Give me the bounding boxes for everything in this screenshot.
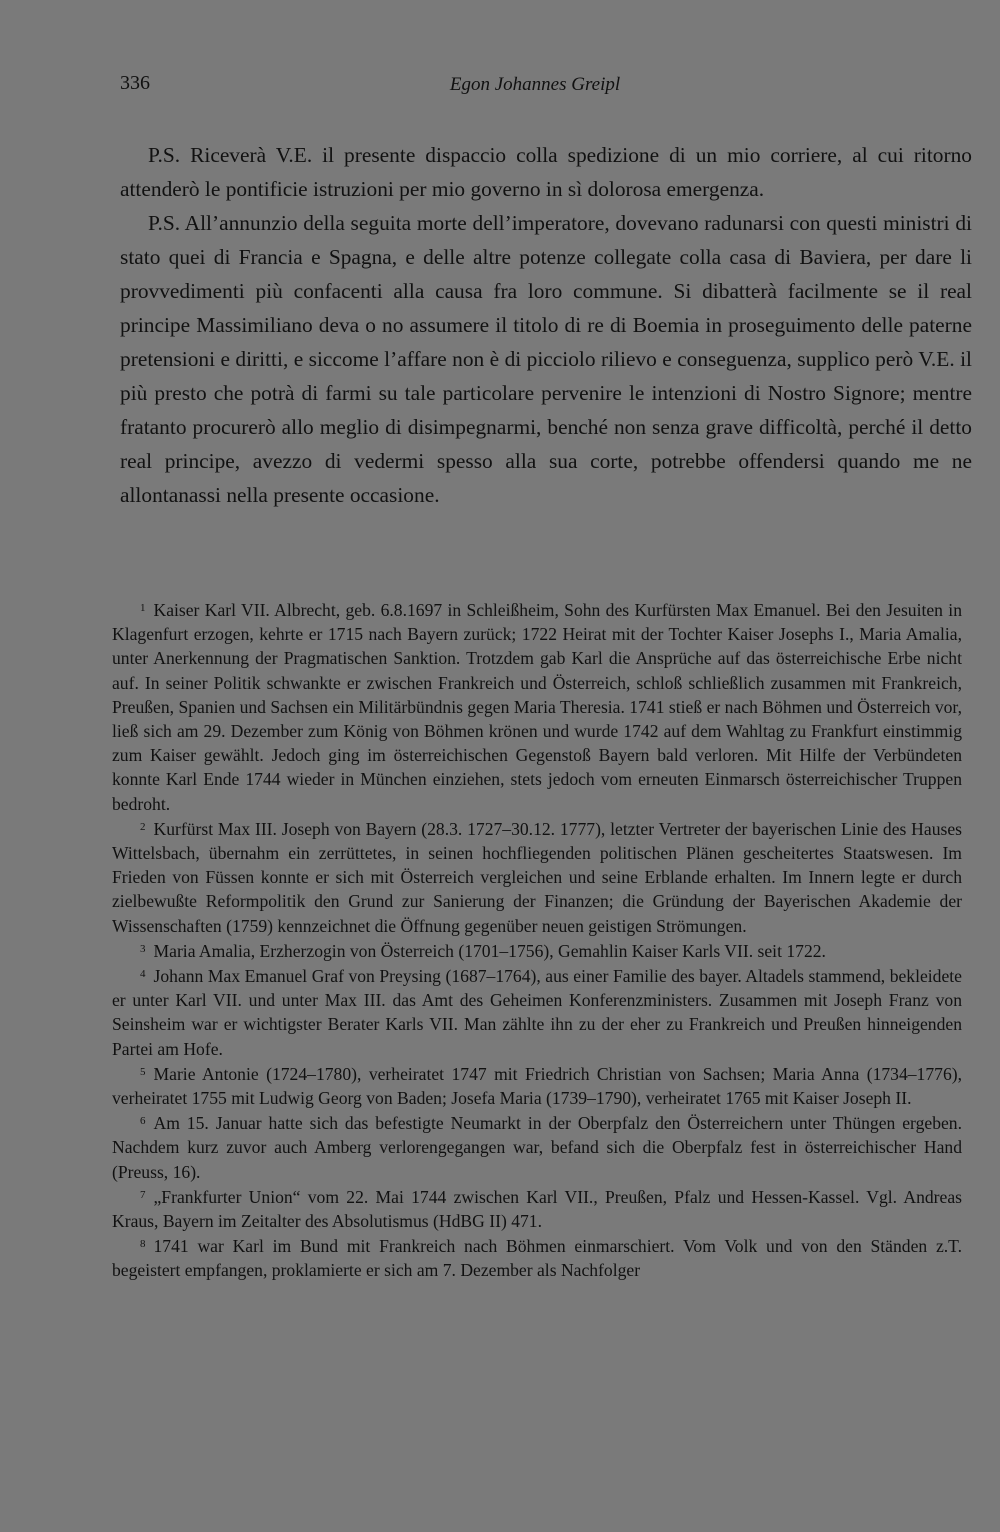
footnote-text: Kaiser Karl VII. Albrecht, geb. 6.8.1697 in Schleißheim, Sohn des Kurfürsten Max Emanuel. Bei den Jesuiten in Klagenfurt erzogen, kehrte er 1715 nach Bayern zurück; 1722 Heirat mit der Tochter Kaiser Josephs I., Maria Amalia, unter Anerkennung der Pragmatischen Sanktion. Trotzdem gab Karl die Ansprüche auf das österreichische Erbe nicht auf. In seiner Politik schwankte er zwischen Frankreich und Österreich, schloß schließlich zusammen mit Frankreich, Preußen, Spanien und Sachsen ein Militärbündnis gegen Maria Theresia. 1741 stieß er nach Böhmen und Österreich vor, ließ sich am 29. Dezember zum König von Böhmen krönen und wurde 1742 auf dem Wahltag zu Frankfurt einstimmig zum Kaiser gewählt. Jedoch ging im österreichischen Gegenstoß Bayern bald verloren. Mit Hilfe der Verbündeten konnte Karl Ende 1744 wieder in München einziehen, stets jedoch vom erneuten Einmarsch österreichischer Truppen bedroht. [112, 600, 962, 814]
footnote [112, 1062, 962, 1110]
footnote [112, 1234, 962, 1282]
footnote-text: Marie Antonie (1724–1780), verheiratet 1747 mit Friedrich Christian von Sachsen; Maria Anna (1734–1776), verheiratet 1755 mit Ludwig Georg von Baden; Josefa Maria (1739–1790), verheiratet 1765 mit Kaiser Joseph II. [112, 1063, 962, 1109]
footnote-number: 7 [140, 1188, 146, 1201]
footnote-number: 8 [140, 1238, 146, 1251]
footnote [112, 1111, 962, 1184]
footnote-number: 6 [140, 1115, 146, 1128]
footnote-text: Maria Amalia, Erzherzogin von Österreich (1701–1756), Gemahlin Kaiser Karls VII. seit 1722. [153, 940, 826, 961]
footnote-text: Kurfürst Max III. Joseph von Bayern (28.3. 1727–30.12. 1777), letzter Vertreter der bayerischen Linie des Hauses Wittelsbach, übernahm ein zerrüttetes, in seinen hochfliegenden politischen Plänen gescheitertes Staatswesen. Im Frieden von Füssen konnte er sich mit Österreich vergleichen und seine Erblande erhalten. Im Innern legte er durch zielbewußte Reformpolitik den Grund zur Sanierung der Finanzen; die Gründung der Bayerischen Akademie der Wissenschaften (1759) kennzeichnet die Öffnung gegenüber neuen geistigen Strömungen. [112, 818, 962, 936]
footnote [112, 939, 962, 963]
page-header [120, 72, 950, 102]
footnote-number: 2 [140, 820, 146, 833]
footnote-number: 4 [140, 968, 146, 981]
footnote-text: „Frankfurter Union“ vom 22. Mai 1744 zwischen Karl VII., Preußen, Pfalz und Hessen-Kassel. Vgl. Andreas Kraus, Bayern im Zeitalter des Absolutismus (HdBG II) 471. [112, 1186, 962, 1232]
footnote-number: 5 [140, 1065, 146, 1078]
footnote [112, 817, 962, 938]
paragraph: P.S. Riceverà V.E. il presente dispaccio colla spedizione di un mio corriere, al cui ritorno attenderò le pontificie istruzioni per mio governo in sì dolorosa emergenza. [120, 143, 972, 201]
footnotes [112, 598, 962, 1284]
footnote-text: 1741 war Karl im Bund mit Frankreich nach Böhmen einmarschiert. Vom Volk und von den Ständen z.T. begeistert empfangen, proklamierte er sich am 7. Dezember als Nachfolger [112, 1236, 962, 1281]
running-head: Egon Johannes Greipl [449, 74, 621, 95]
footnote [112, 964, 962, 1061]
main-text [120, 138, 972, 512]
footnote [112, 598, 962, 816]
footnote-text: Am 15. Januar hatte sich das befestigte Neumarkt in der Oberpfalz den Österreichern unter Thüngen ergeben. Nachdem kurz zuvor auch Amberg verlorengegangen war, befand sich die Oberpfalz fest in österreichischer Hand (Preuss, 16). [112, 1113, 962, 1182]
footnote-number: 1 [140, 602, 146, 614]
footnote [112, 1185, 962, 1233]
footnote-number: 3 [140, 942, 146, 955]
footnote-text: Johann Max Emanuel Graf von Preysing (1687–1764), aus einer Familie des bayer. Altadels stammend, bekleidete er unter Karl VII. und unter Max III. das Amt des Geheimen Konferenzministers. Zusammen mit Joseph Franz von Seinsheim war er wichtigster Berater Karls VII. Man zählte ihn zu der eher zu Frankreich und Preußen hinneigenden Partei am Hofe. [112, 966, 962, 1059]
paragraph: P.S. All’annunzio della seguita morte dell’imperatore, dovevano radunarsi con questi ministri di stato quei di Francia e Spagna, e delle altre potenze collegate colla casa di Baviera, per dare li provvedimenti più confacenti alla causa fra loro commune. Si dibatterà facilmente se il real principe Massimiliano deva o no assumere il titolo di re di Boemia in proseguimento delle paterne pretensioni e diritti, e siccome l’affare non è di picciolo rilievo e conseguenza, supplico però V.E. il più presto che potrà di farmi su tale particolare pervenire le intenzioni di Nostro Signore; mentre fratanto procurerò allo meglio di disimpegnarmi, benché non senza grave difficoltà, perché il detto real principe, avezzo di vedermi spesso alla sua corte, potrebbe offendersi quando me ne allontanassi nella presente occasione. [120, 211, 972, 507]
page-number: 336 [120, 72, 150, 94]
